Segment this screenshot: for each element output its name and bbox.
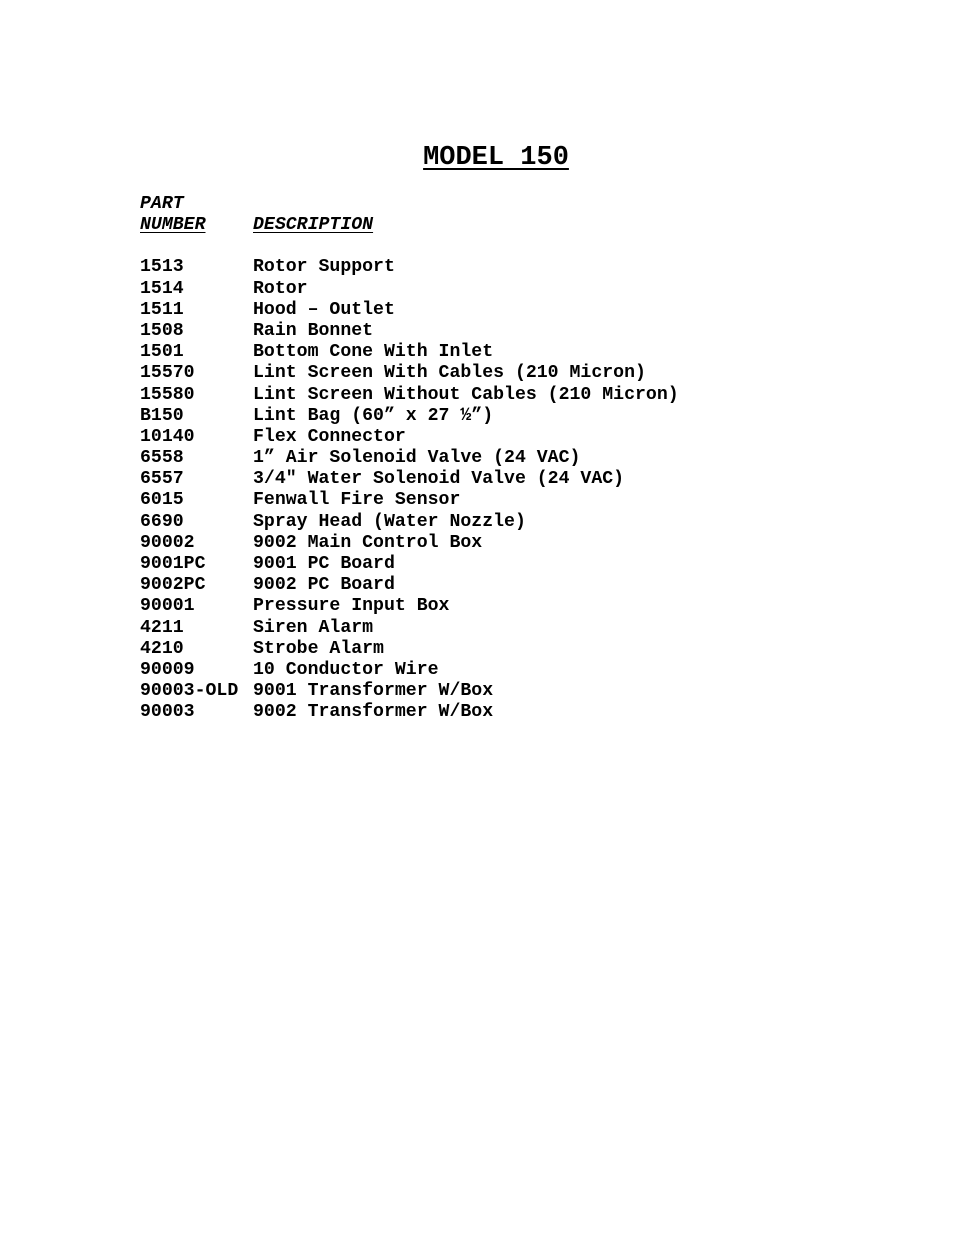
part-number: 10140 xyxy=(140,426,195,447)
part-number: 4210 xyxy=(140,638,184,659)
part-description: 9002 Main Control Box xyxy=(253,532,483,553)
part-number: 1511 xyxy=(140,299,184,320)
part-number: 1514 xyxy=(140,278,184,299)
part-number: 6015 xyxy=(140,490,184,511)
part-description: Hood – Outlet xyxy=(253,299,395,320)
table-row xyxy=(140,554,679,575)
part-description: Strobe Alarm xyxy=(253,638,384,659)
table-row xyxy=(140,300,679,321)
part-description: Lint Bag (60” x 27 ½”) xyxy=(253,405,494,426)
table-body xyxy=(140,257,679,723)
table-row xyxy=(140,512,679,533)
part-number: 1501 xyxy=(140,342,184,363)
table-row xyxy=(140,363,679,384)
part-number: 1508 xyxy=(140,320,184,341)
part-number: 9002PC xyxy=(140,575,206,596)
part-description: Flex Connector xyxy=(253,426,406,447)
table-row xyxy=(140,342,679,363)
part-description: 9002 Transformer W/Box xyxy=(253,702,494,723)
part-number: 90009 xyxy=(140,659,195,680)
table-row xyxy=(140,618,679,639)
part-number: 6558 xyxy=(140,448,184,469)
part-number: 90001 xyxy=(140,596,195,617)
table-row xyxy=(140,321,679,342)
part-header-line2: NUMBER xyxy=(140,215,206,236)
page-title: MODEL 150 xyxy=(423,143,569,173)
table-row xyxy=(140,533,679,554)
table-row xyxy=(140,385,679,406)
part-description: 9002 PC Board xyxy=(253,575,395,596)
part-description: 9001 Transformer W/Box xyxy=(253,681,494,702)
part-number: 6690 xyxy=(140,511,184,532)
part-number: 15580 xyxy=(140,384,195,405)
table-row xyxy=(140,702,679,723)
part-description: 10 Conductor Wire xyxy=(253,659,439,680)
part-number: 9001PC xyxy=(140,554,206,574)
table-row xyxy=(140,279,679,300)
part-number: 1513 xyxy=(140,257,184,278)
table-row xyxy=(140,596,679,617)
part-description: 3/4" Water Solenoid Valve (24 VAC) xyxy=(253,469,625,490)
part-description: 1” Air Solenoid Valve (24 VAC) xyxy=(253,448,581,469)
part-number: B150 xyxy=(140,405,184,426)
part-description: Fenwall Fire Sensor xyxy=(253,490,461,511)
table-header-row-2 xyxy=(140,215,679,236)
table-row xyxy=(140,448,679,469)
description-header: DESCRIPTION xyxy=(253,215,374,236)
table-row xyxy=(140,427,679,448)
part-header-line1: PART xyxy=(140,194,184,214)
table-row xyxy=(140,639,679,660)
part-description: Lint Screen Without Cables (210 Micron) xyxy=(253,384,679,405)
table-row xyxy=(140,681,679,702)
part-description: Rotor xyxy=(253,278,308,299)
part-number: 90003-OLD xyxy=(140,681,239,702)
parts-table xyxy=(140,194,679,724)
part-number: 90003 xyxy=(140,702,195,723)
part-number: 15570 xyxy=(140,363,195,384)
part-description: Siren Alarm xyxy=(253,617,374,638)
table-row xyxy=(140,575,679,596)
table-row xyxy=(140,257,679,278)
table-header-row-1 xyxy=(140,194,679,215)
part-description: Rotor Support xyxy=(253,257,395,278)
part-description: Lint Screen With Cables (210 Micron) xyxy=(253,363,646,384)
part-description: Spray Head (Water Nozzle) xyxy=(253,511,526,532)
table-row xyxy=(140,660,679,681)
part-description: Bottom Cone With Inlet xyxy=(253,342,494,363)
header-spacer xyxy=(140,236,679,257)
table-row xyxy=(140,406,679,427)
table-row xyxy=(140,469,679,490)
part-number: 6557 xyxy=(140,469,184,490)
part-number: 4211 xyxy=(140,617,184,638)
part-description: 9001 PC Board xyxy=(253,554,395,574)
part-description: Rain Bonnet xyxy=(253,320,374,341)
part-description: Pressure Input Box xyxy=(253,596,450,617)
part-number: 90002 xyxy=(140,532,195,553)
table-row xyxy=(140,490,679,511)
